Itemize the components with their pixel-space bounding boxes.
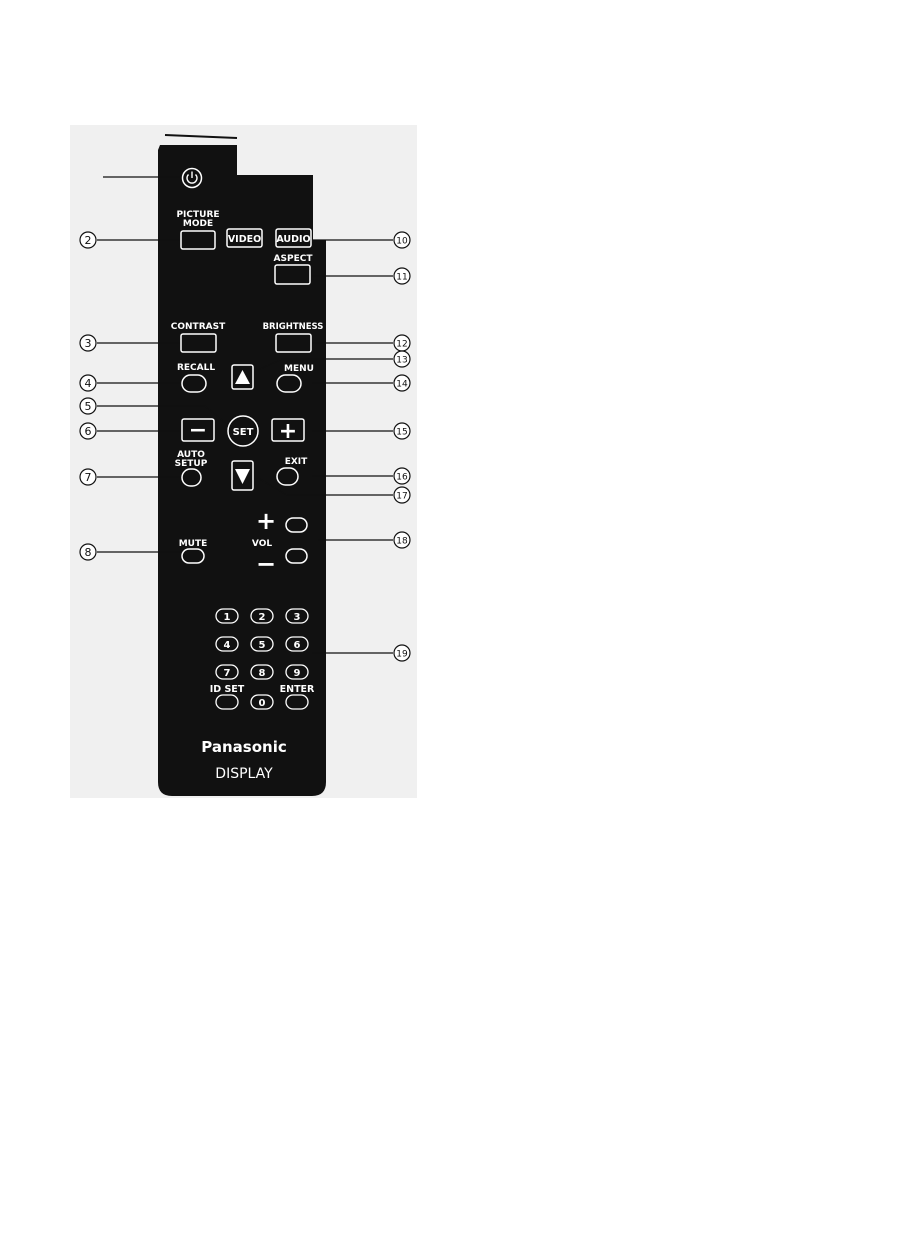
recall-button[interactable] [182,375,206,392]
callout-5 [80,398,96,414]
svg-text:18: 18 [396,536,408,547]
callout-17 [394,487,410,503]
callout-16 [394,468,410,484]
svg-text:9: 9 [293,668,301,679]
set-label: SET [232,427,254,438]
recall-label: RECALL [176,363,216,373]
enter-button[interactable] [286,695,308,709]
video-label: VIDEO [227,234,262,245]
digit-5-button[interactable] [251,637,273,651]
callout-11 [394,268,410,284]
id-set-label: ID SET [209,684,245,695]
brightness-label: BRIGHTNESS [262,322,324,332]
svg-text:15: 15 [396,427,408,438]
svg-text:1: 1 [223,612,231,623]
callout-8 [80,544,96,560]
digit-0-button[interactable] [251,695,273,709]
svg-text:13: 13 [396,355,408,366]
model-label: DISPLAY [215,766,273,782]
svg-text:6: 6 [293,640,301,651]
callout-2 [80,232,96,248]
brand-logo: Panasonic [201,738,287,756]
svg-text:2: 2 [258,612,266,623]
svg-text:4: 4 [84,377,92,390]
power-button[interactable] [183,169,202,188]
svg-text:5: 5 [258,640,266,651]
svg-text:7: 7 [84,471,92,484]
audio-label: AUDIO [276,234,311,245]
svg-text:3: 3 [293,612,301,623]
digit-9-button[interactable] [286,665,308,679]
callout-14 [394,375,410,391]
menu-label: MENU [284,364,314,374]
svg-text:16: 16 [396,472,408,483]
digit-1-button[interactable] [216,609,238,623]
svg-text:4: 4 [223,640,231,651]
callout-7 [80,469,96,485]
auto-setup-label-1: AUTO [177,450,205,460]
digit-4-button[interactable] [216,637,238,651]
svg-text:11: 11 [396,272,408,283]
remote-top-edge [165,135,237,138]
contrast-label: CONTRAST [170,322,226,332]
picture-mode-label-1: PICTURE [176,210,220,220]
picture-mode-button[interactable] [181,231,215,249]
callout-3 [80,335,96,351]
svg-text:8: 8 [258,668,266,679]
svg-text:17: 17 [396,491,408,502]
enter-label: ENTER [279,684,315,695]
callout-12 [394,335,410,351]
brightness-button[interactable] [276,334,311,352]
callout-19 [394,645,410,661]
svg-text:12: 12 [396,339,408,350]
digit-6-button[interactable] [286,637,308,651]
svg-text:14: 14 [396,379,408,390]
digit-3-button[interactable] [286,609,308,623]
svg-text:10: 10 [396,236,408,247]
callout-18 [394,532,410,548]
aspect-label: ASPECT [273,254,313,264]
contrast-button[interactable] [181,334,216,352]
callout-13 [394,351,410,367]
menu-button[interactable] [277,375,301,392]
digit-7-button[interactable] [216,665,238,679]
picture-mode-label-2: MODE [182,219,214,229]
svg-text:0: 0 [258,698,266,709]
callout-6 [80,423,96,439]
vol-down-button[interactable] [286,549,307,563]
svg-text:7: 7 [223,668,231,679]
mute-button[interactable] [182,549,204,563]
vol-up-button[interactable] [286,518,307,532]
vol-label: VOL [251,539,273,549]
exit-button[interactable] [277,468,298,485]
id-set-button[interactable] [216,695,238,709]
plus-icon: + [278,419,298,444]
svg-text:19: 19 [396,649,408,660]
exit-label: EXIT [284,457,308,467]
svg-text:6: 6 [84,425,92,438]
vol-plus-symbol: + [255,507,277,535]
svg-text:8: 8 [84,546,92,559]
vol-minus-symbol: − [255,550,277,578]
digit-8-button[interactable] [251,665,273,679]
mute-label: MUTE [178,539,208,549]
svg-text:2: 2 [84,234,92,247]
callout-10 [394,232,410,248]
callout-15 [394,423,410,439]
aspect-button[interactable] [275,265,310,284]
digit-2-button[interactable] [251,609,273,623]
auto-setup-label-2: SETUP [174,459,208,469]
callout-4 [80,375,96,391]
svg-text:5: 5 [84,400,92,413]
svg-text:3: 3 [84,337,92,350]
minus-icon: − [188,418,208,443]
auto-setup-button[interactable] [182,469,201,486]
